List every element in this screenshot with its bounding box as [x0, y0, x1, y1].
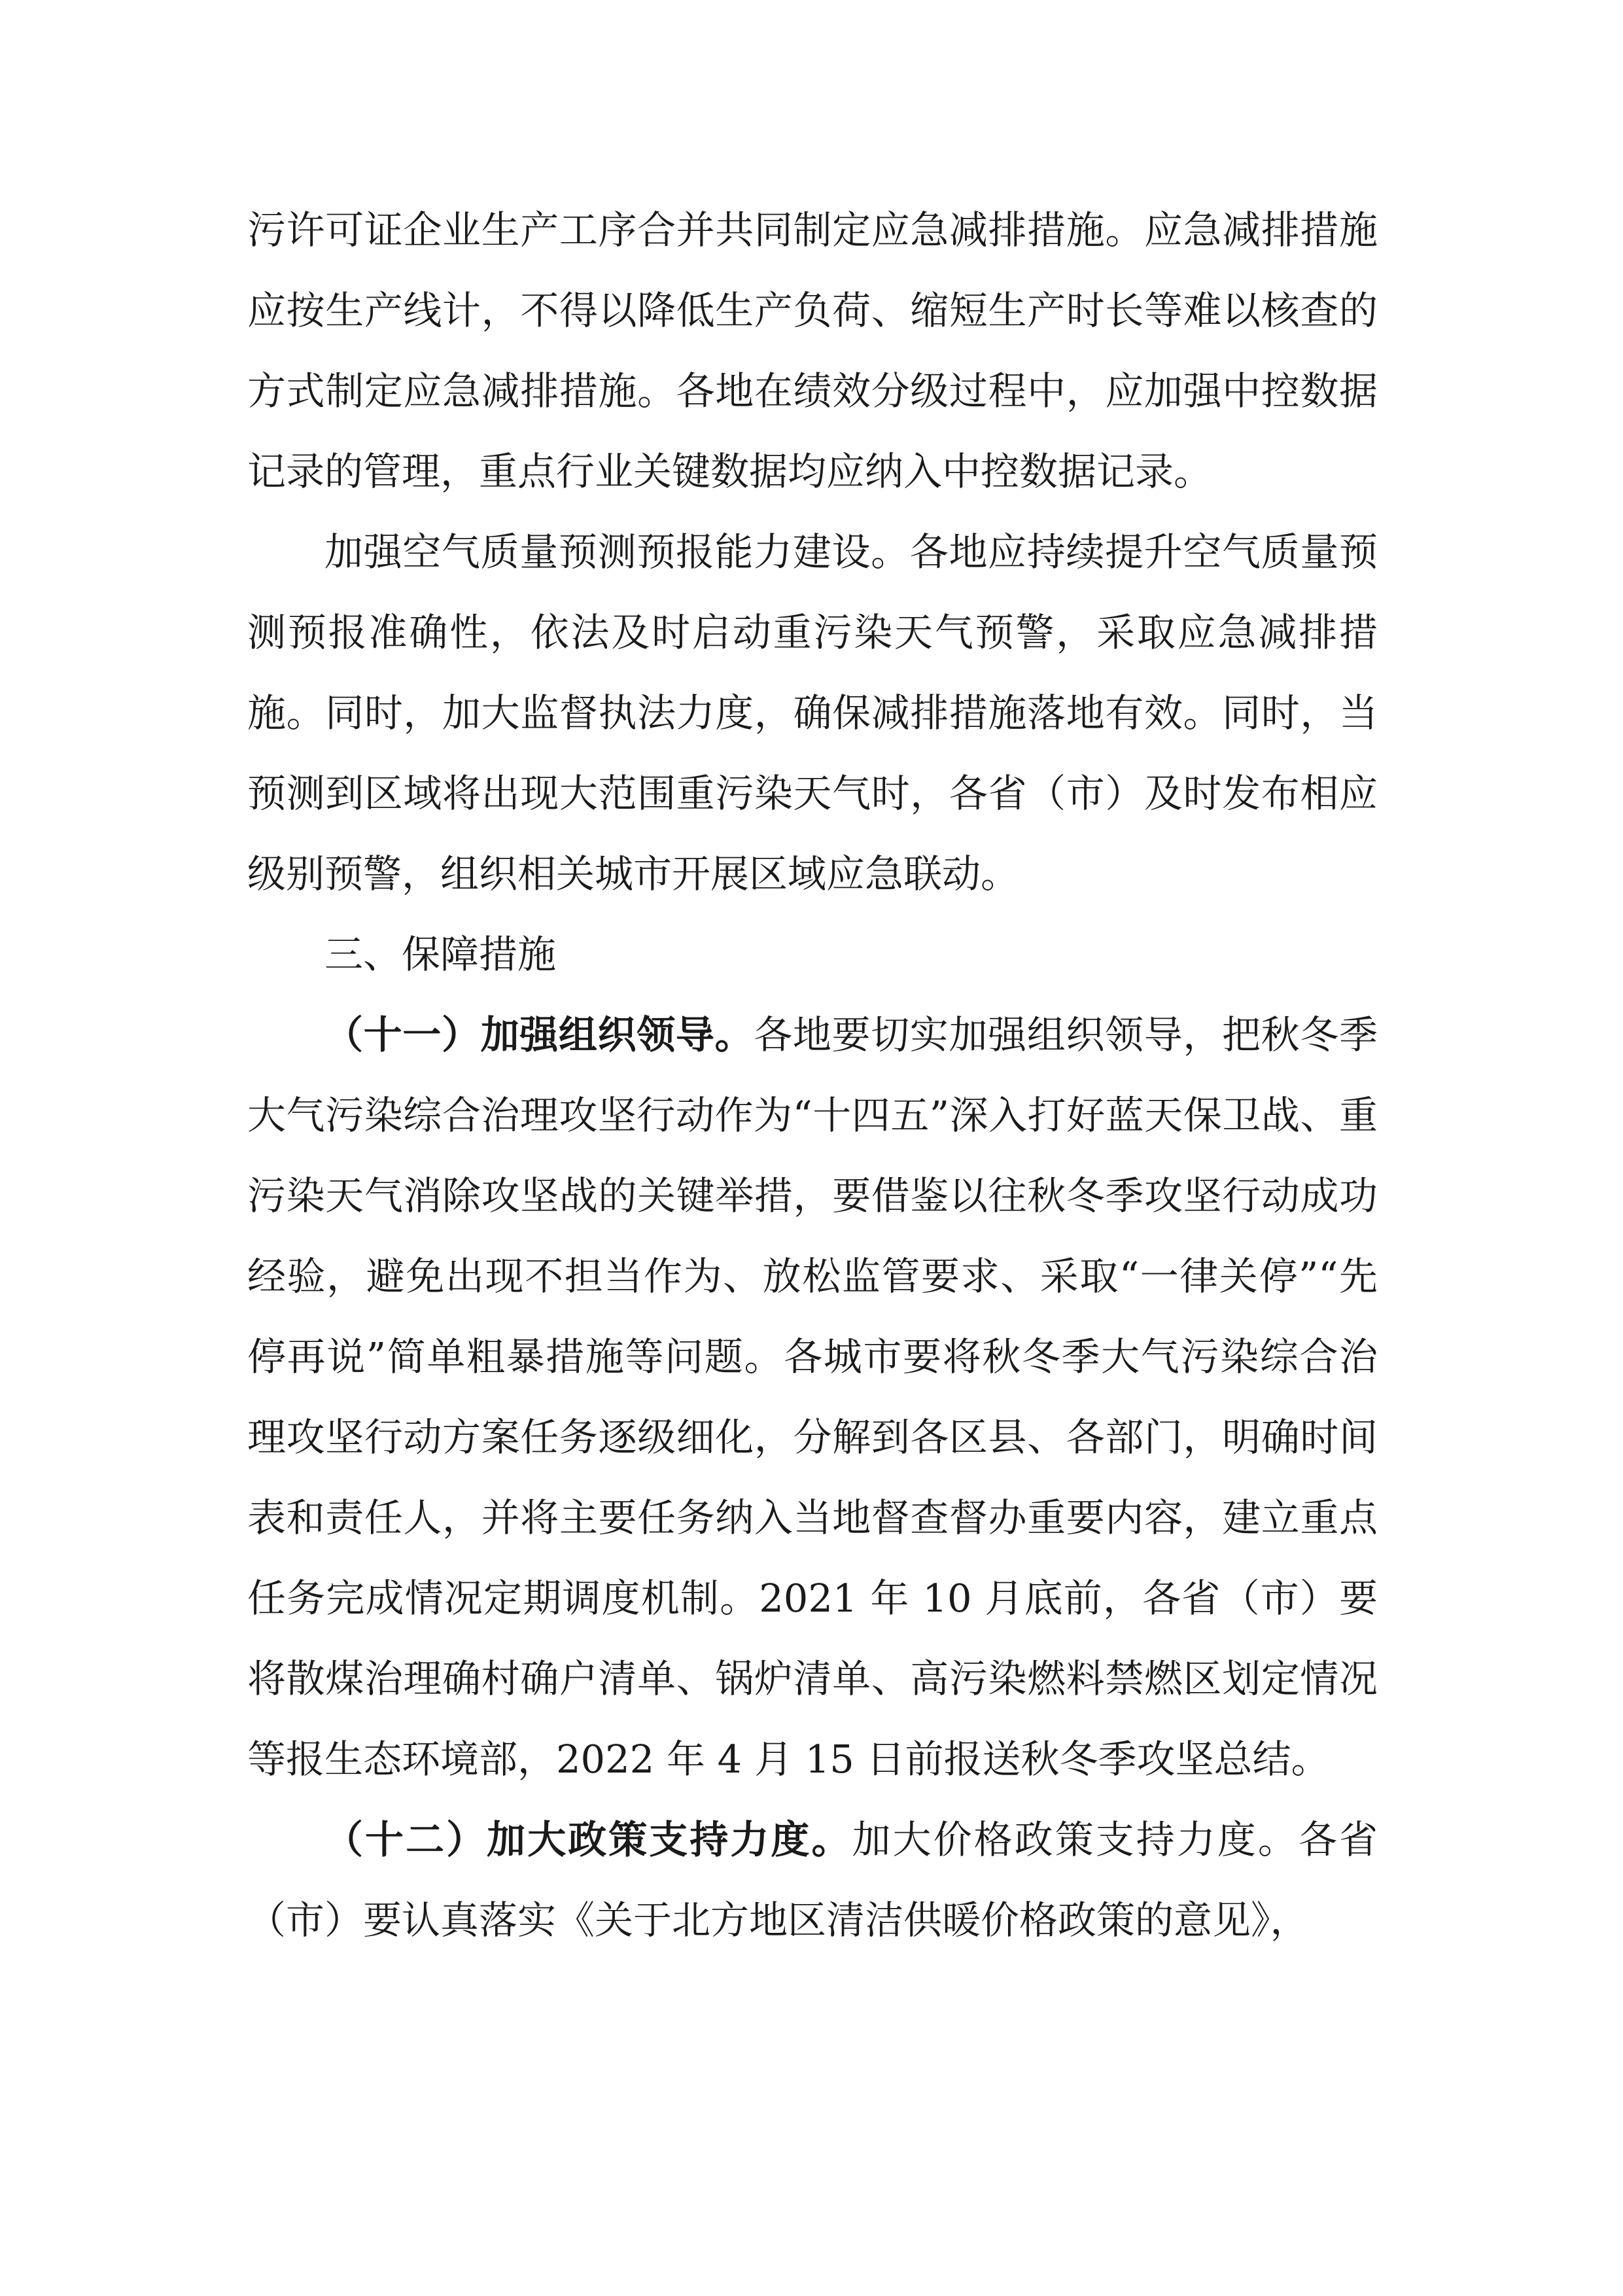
paragraph-continuation: 污许可证企业生产工序合并共同制定应急减排措施。应急减排措施应按生产线计，不得以降低生产负荷、缩短生产时长等难以核查的方式制定应急减排措施。各地在绩效分级过程中，应加强中控数据记录的管理，重点行业关键数据均应纳入中控数据记录。: [247, 207, 1378, 494]
paragraph-forecast: 加强空气质量预测预报能力建设。各地应持续提升空气质量预测预报准确性，依法及时启动重污染天气预警，采取应急减排措施。同时，加大监督执法力度，确保减排措施落地有效。同时，当预测到区域将出现大范围重污染天气时，各省（市）及时发布相应级别预警，组织相关城市开展区域应急联动。: [247, 529, 1378, 896]
paragraph-policy: [247, 1799, 1378, 1960]
document-body: [247, 190, 1378, 1960]
paragraph-lead-eleven: （十一）加强组织领导。: [324, 1012, 754, 1057]
section-heading: 三、保障措施: [324, 932, 557, 977]
paragraph-body-eleven: 各地要切实加强组织领导，把秋冬季大气污染综合治理攻坚行动作为“十四五”深入打好蓝天保卫战、重污染天气消除攻坚战的关键举措，要借鉴以往秋冬季攻坚行动成功经验，避免出现不担当作为、放松监管要求、采取“一律关停”“先停再说”简单粗暴措施等问题。各城市要将秋冬季大气污染综合治理攻坚行动方案任务逐级细化，分解到各区县、各部门，明确时间表和责任人，并将主要任务纳入当地督查督办重要内容，建立重点任务完成情况定期调度机制。2021 年 10 月底前，各省（市）要将散煤治理确村确户清单、锅炉清单、高污染燃料禁燃区划定情况等报生态环境部，2022 年 4 月 15 日前报送秋冬季攻坚总结。: [247, 1012, 1378, 1782]
paragraph-lead-twelve: （十二）加大政策支持力度。: [324, 1817, 852, 1862]
paragraph-body-twelve: 加大价格政策支持力度。各省（市）要认真落实《关于北方地区清洁供暖价格政策的意见》，: [247, 1817, 1378, 1943]
paragraph-organization: [247, 995, 1378, 1799]
